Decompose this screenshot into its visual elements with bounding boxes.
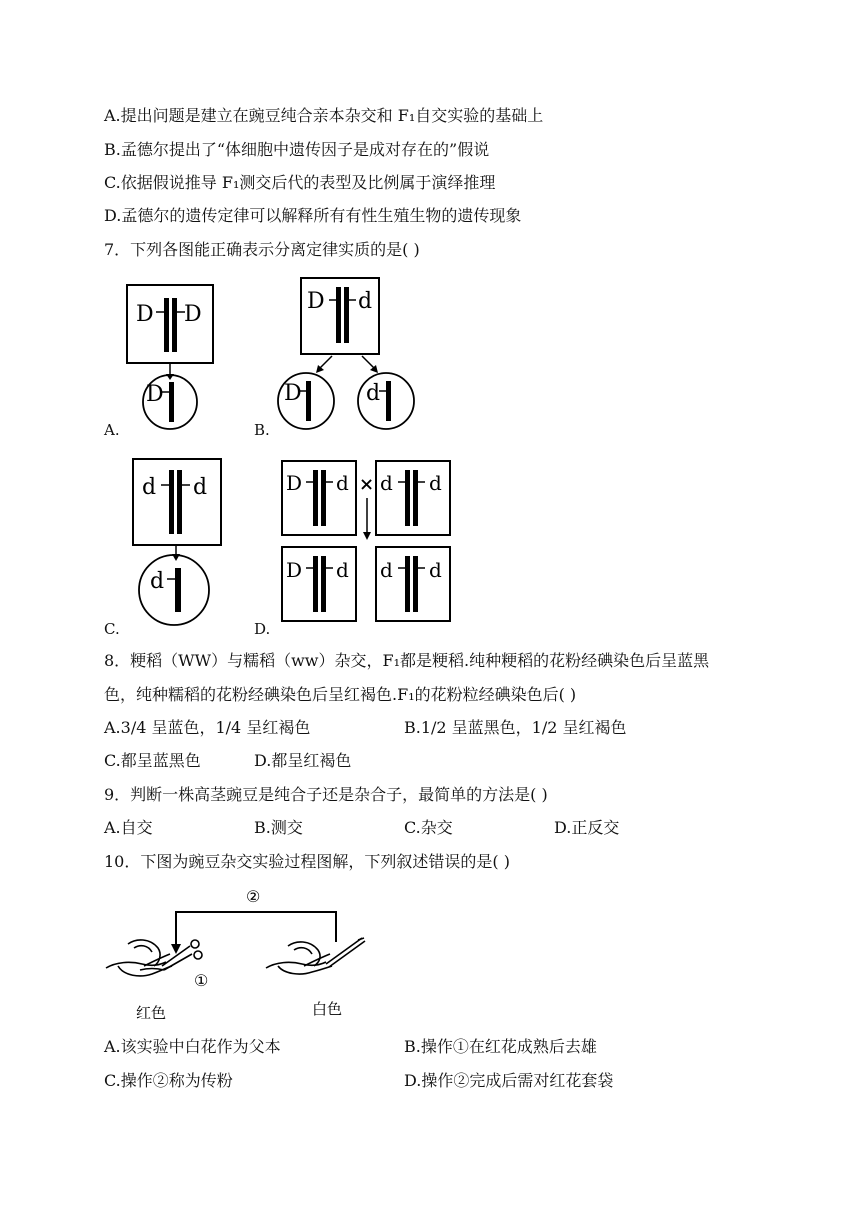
q6-option-a: A.提出问题是建立在豌豆纯合亲本杂交和 F₁自交实验的基础上 [104,106,544,125]
gene-label: d [336,471,349,495]
q7-figure-a [126,284,216,444]
operation-2-label: ② [246,887,261,906]
gene-label: d [193,475,208,500]
gene-label: D [307,289,325,314]
white-flower-icon [266,942,332,974]
white-flower-label: 白色 [312,1000,343,1018]
red-flower-icon [106,940,172,976]
q10-figure [100,882,370,1027]
brush-icon [326,938,365,967]
q8-stem-line2: 色，纯种糯稻的花粉经碘染色后呈红褐色.F₁的花粉粒经碘染色后( ) [104,685,577,704]
gene-label: d [429,558,442,582]
gene-label: d [142,475,157,500]
q9-stem: 9．判断一株高茎豌豆是纯合子还是杂合子，最简单的方法是( ) [104,785,548,804]
gene-label: d [366,381,381,406]
q6-option-d: D.孟德尔的遗传定律可以解释所有有性生殖生物的遗传现象 [104,206,522,225]
q9-option-d: D.正反交 [554,818,620,837]
q7-label-c: C. [104,620,120,638]
q6-option-b: B.孟德尔提出了“体细胞中遗传因子是成对存在的”假说 [104,140,490,159]
q7-figure-c [132,458,224,628]
q9-option-b: B.测交 [254,818,303,837]
q10-option-a: A.该实验中白花作为父本 [104,1037,281,1056]
gene-label: d [380,471,393,495]
gene-label: D [286,558,303,582]
q10-option-c: C.操作②称为传粉 [104,1071,233,1090]
cross-symbol: × [359,474,375,495]
q8-option-d: D.都呈红褐色 [254,751,352,770]
q8-option-b: B.1/2 呈蓝黑色，1/2 呈红褐色 [404,718,627,737]
gene-label: D [136,302,154,327]
q7-label-a: A. [104,421,120,439]
gene-label: D [284,381,302,406]
gene-label: d [336,558,349,582]
q6-option-c: C.依据假说推导 F₁测交后代的表型及比例属于演绎推理 [104,173,496,192]
q7-figure-d [281,460,456,625]
q9-option-c: C.杂交 [404,818,453,837]
gene-label: D [184,302,202,327]
operation-1-label: ① [194,971,209,990]
q7-label-b: B. [254,421,270,439]
q9-option-a: A.自交 [104,818,153,837]
q7-label-d: D. [254,620,271,638]
gene-label: d [358,289,373,314]
red-flower-label: 红色 [136,1004,167,1022]
q10-option-b: B.操作①在红花成熟后去雄 [404,1037,597,1056]
q10-stem: 10．下图为豌豆杂交实验过程图解，下列叙述错误的是( ) [104,852,510,871]
gene-label: d [429,471,442,495]
gene-label: d [380,558,393,582]
q8-option-c: C.都呈蓝黑色 [104,751,201,770]
q10-option-d: D.操作②完成后需对红花套袋 [404,1071,614,1090]
gene-label: d [150,569,165,594]
gene-label: D [286,471,303,495]
q7-stem: 7．下列各图能正确表示分离定律实质的是( ) [104,240,420,259]
q8-option-a: A.3/4 呈蓝色，1/4 呈红褐色 [104,718,311,737]
gene-label: D [146,382,164,407]
q7-figure-b [276,277,466,437]
q8-stem-line1: 8．粳稻（WW）与糯稻（ww）杂交，F₁都是粳稻.纯种粳稻的花粉经碘染色后呈蓝黑 [104,651,710,670]
